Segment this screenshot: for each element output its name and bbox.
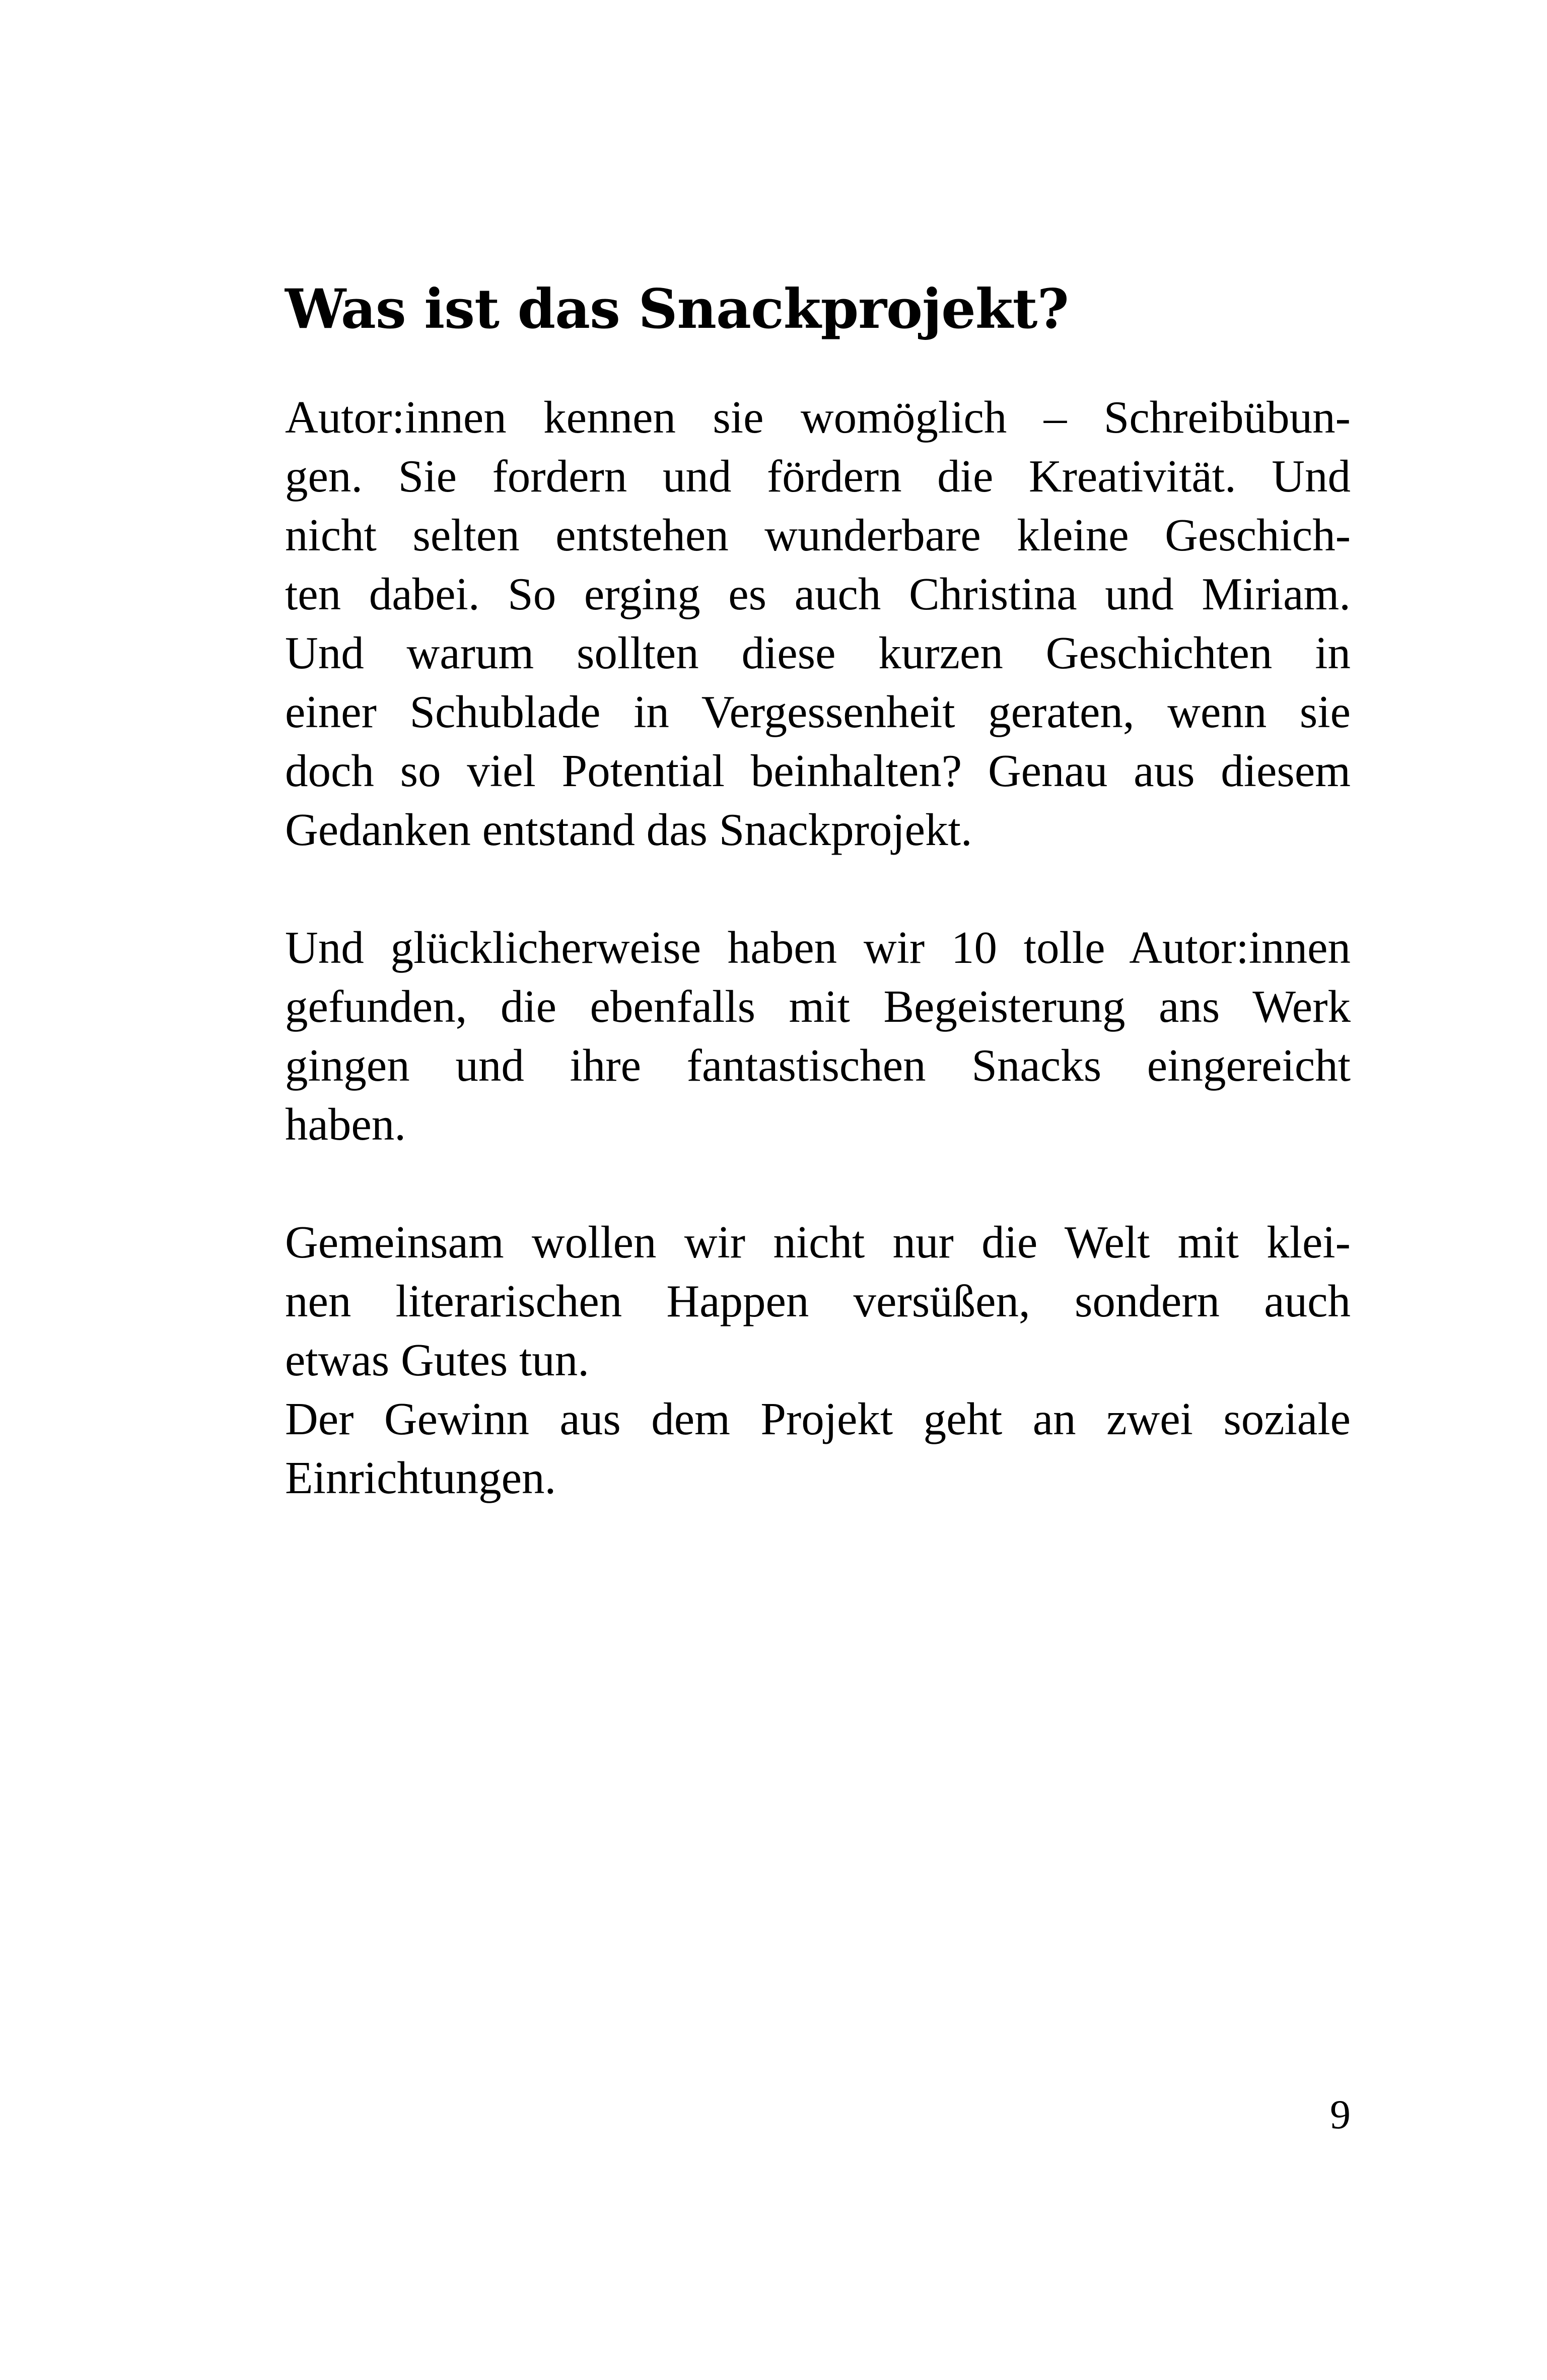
text-line: Der Gewinn aus dem Projekt geht an zwei soziale: [285, 1393, 1351, 1444]
text-line: ten dabei. So erging es auch Christina und Miriam.: [285, 569, 1351, 619]
paragraph-gap: [285, 859, 1351, 918]
text-line: doch so viel Potential beinhalten? Genau aus diesem: [285, 745, 1351, 796]
text-line: Und glücklicherweise haben wir 10 tolle Autor:innen: [285, 922, 1351, 973]
paragraph-1: [285, 388, 1351, 859]
text-line: haben.: [285, 1099, 406, 1150]
paragraph-2: [285, 918, 1351, 1154]
text-line: einer Schublade in Vergessenheit geraten, wenn sie: [285, 686, 1351, 737]
text-line: gefunden, die ebenfalls mit Begeisterung ans Werk: [285, 981, 1351, 1032]
text-line: Gemeinsam wollen wir nicht nur die Welt mit klei-: [285, 1217, 1351, 1268]
text-line: Gedanken entstand das Snackprojekt.: [285, 804, 972, 855]
paragraph-gap: [285, 1154, 1351, 1213]
page-number: 9: [1330, 2091, 1351, 2137]
text-line: gingen und ihre fantastischen Snacks eingereicht: [285, 1040, 1351, 1091]
text-line: Und warum sollten diese kurzen Geschichten in: [285, 627, 1351, 678]
text-line: nen literarischen Happen versüßen, sondern auch: [285, 1276, 1351, 1326]
text-line: gen. Sie fordern und fördern die Kreativität. Und: [285, 451, 1351, 502]
text-line: etwas Gutes tun.: [285, 1335, 590, 1385]
chapter-heading: Was ist das Snackprojekt?: [285, 277, 1069, 341]
text-line: Einrichtungen.: [285, 1452, 556, 1503]
body-text: [285, 388, 1351, 1507]
text-line: Autor:innen kennen sie womöglich – Schreibübun-: [285, 392, 1351, 443]
text-line: nicht selten entstehen wunderbare kleine Geschich-: [285, 510, 1351, 561]
paragraph-3: [285, 1213, 1351, 1389]
paragraph-4: [285, 1389, 1351, 1507]
